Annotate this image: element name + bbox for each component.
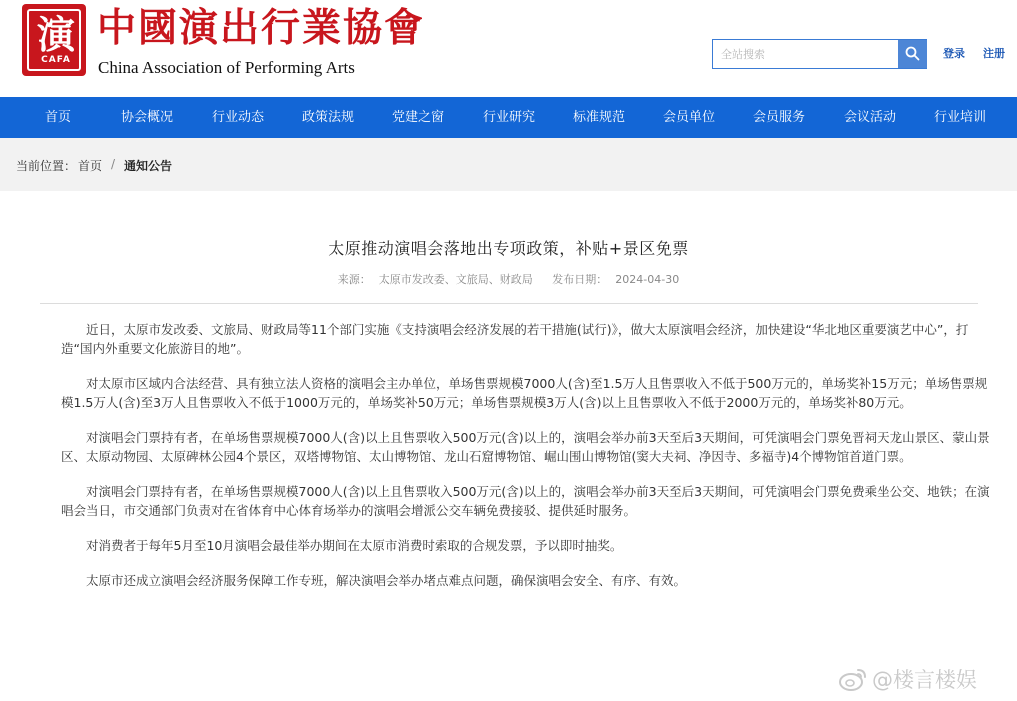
article-source [334,273,537,286]
logo-seal-abbr: CAFA [41,55,71,65]
breadcrumb-home-link[interactable]: 首页 [78,159,103,173]
watermark-text: @楼言楼娱 [872,668,977,692]
search-icon [905,46,920,61]
nav-item-about[interactable]: 协会概况 [120,110,173,125]
article-date-value: 2024-04-30 [615,273,680,286]
login-link[interactable]: 登录 [943,47,965,60]
article-meta [0,271,1017,287]
article-paragraph: 近日，太原市发改委、文旅局、财政局等11个部门实施《支持演唱会经济发展的若干措施(试行)》，做大太原演唱会经济，加快建设“华北地区重要演艺中心”，打造“国内外重要文化旅游目的地”。 [61,322,969,356]
breadcrumb-separator: / [111,157,116,171]
article-paragraph: 对消费者于每年5月至10月演唱会最佳举办期间在太原市消费时索取的合规发票，予以即时抽奖。 [86,538,623,553]
article-paragraph: 对太原市区域内合法经营、具有独立法人资格的演唱会主办单位，单场售票规模7000人(含)至1.5万人且售票收入不低于500万元的，单场奖补15万元；单场售票规模1.5万人(含)至3万人且售票收入不低于1000万元的，单场奖补50万元；单场售票规模3万人(含)以上且售票收入不低于2000万元的，单场奖补80万元。 [61,376,988,410]
nav-item-home[interactable]: 首页 [44,110,71,125]
nav-item-industry-news[interactable]: 行业动态 [211,110,264,125]
breadcrumb [0,138,1017,191]
watermark [838,664,1013,694]
logo-chinese-name[interactable]: 中國演出行業協會 [97,5,426,51]
weibo-icon [838,666,868,692]
breadcrumb-prefix: 当前位置： [16,159,77,173]
article-paragraph: 对演唱会门票持有者，在单场售票规模7000人(含)以上且售票收入500万元(含)以上的，演唱会举办前3天至后3天期间，可凭演唱会门票免晋祠天龙山景区、蒙山景区、太原动物园、太原碑林公园4个景区，双塔博物馆、太山博物馆、龙山石窟博物馆、崛山围山博物馆(窦大夫祠、净因寺、多福寺)4个博物馆首道门票。 [61,430,990,464]
nav-item-party-building[interactable]: 党建之窗 [391,110,444,125]
search-button[interactable] [898,40,927,68]
search-input[interactable] [713,40,898,68]
logo-seal-char: 演 [36,12,75,57]
nav-item-standards[interactable]: 标准规范 [572,110,625,125]
logo-english-name[interactable]: China Association of Performing Arts [98,58,355,77]
main-nav [0,97,1017,138]
nav-item-research[interactable]: 行业研究 [482,110,535,125]
article-body [61,320,991,606]
site-header [0,0,1017,97]
nav-item-member-services[interactable]: 会员服务 [752,110,805,125]
article-date-label: 发布日期： [552,273,608,286]
article-paragraph: 太原市还成立演唱会经济服务保障工作专班，解决演唱会举办堵点难点问题，确保演唱会安全、有序、有效。 [86,573,687,588]
article-paragraph: 对演唱会门票持有者，在单场售票规模7000人(含)以上且售票收入500万元(含)以上的，演唱会举办前3天至后3天期间，可凭演唱会门票免费乘坐公交、地铁；在演唱会当日，市交通部门负责对在省体育中心体育场举办的演唱会增派公交车辆免费接驳、提供延时服务。 [61,484,990,518]
article-date [548,273,683,286]
breadcrumb-current: 通知公告 [124,159,173,173]
nav-item-training[interactable]: 行业培训 [933,110,986,125]
search-box [712,39,927,69]
article-source-label: 来源： [337,273,371,286]
nav-item-events[interactable]: 会议活动 [843,110,896,125]
article-source-value: 太原市发改委、文旅局、财政局 [378,273,533,286]
article-divider [40,303,978,304]
article-title: 太原推动演唱会落地出专项政策，补贴+景区免票 [328,239,689,258]
nav-item-members[interactable]: 会员单位 [662,110,715,125]
logo-seal[interactable] [22,4,86,76]
register-link[interactable]: 注册 [983,47,1005,60]
logo-seal-frame [27,9,81,71]
nav-item-policies[interactable]: 政策法规 [301,110,354,125]
